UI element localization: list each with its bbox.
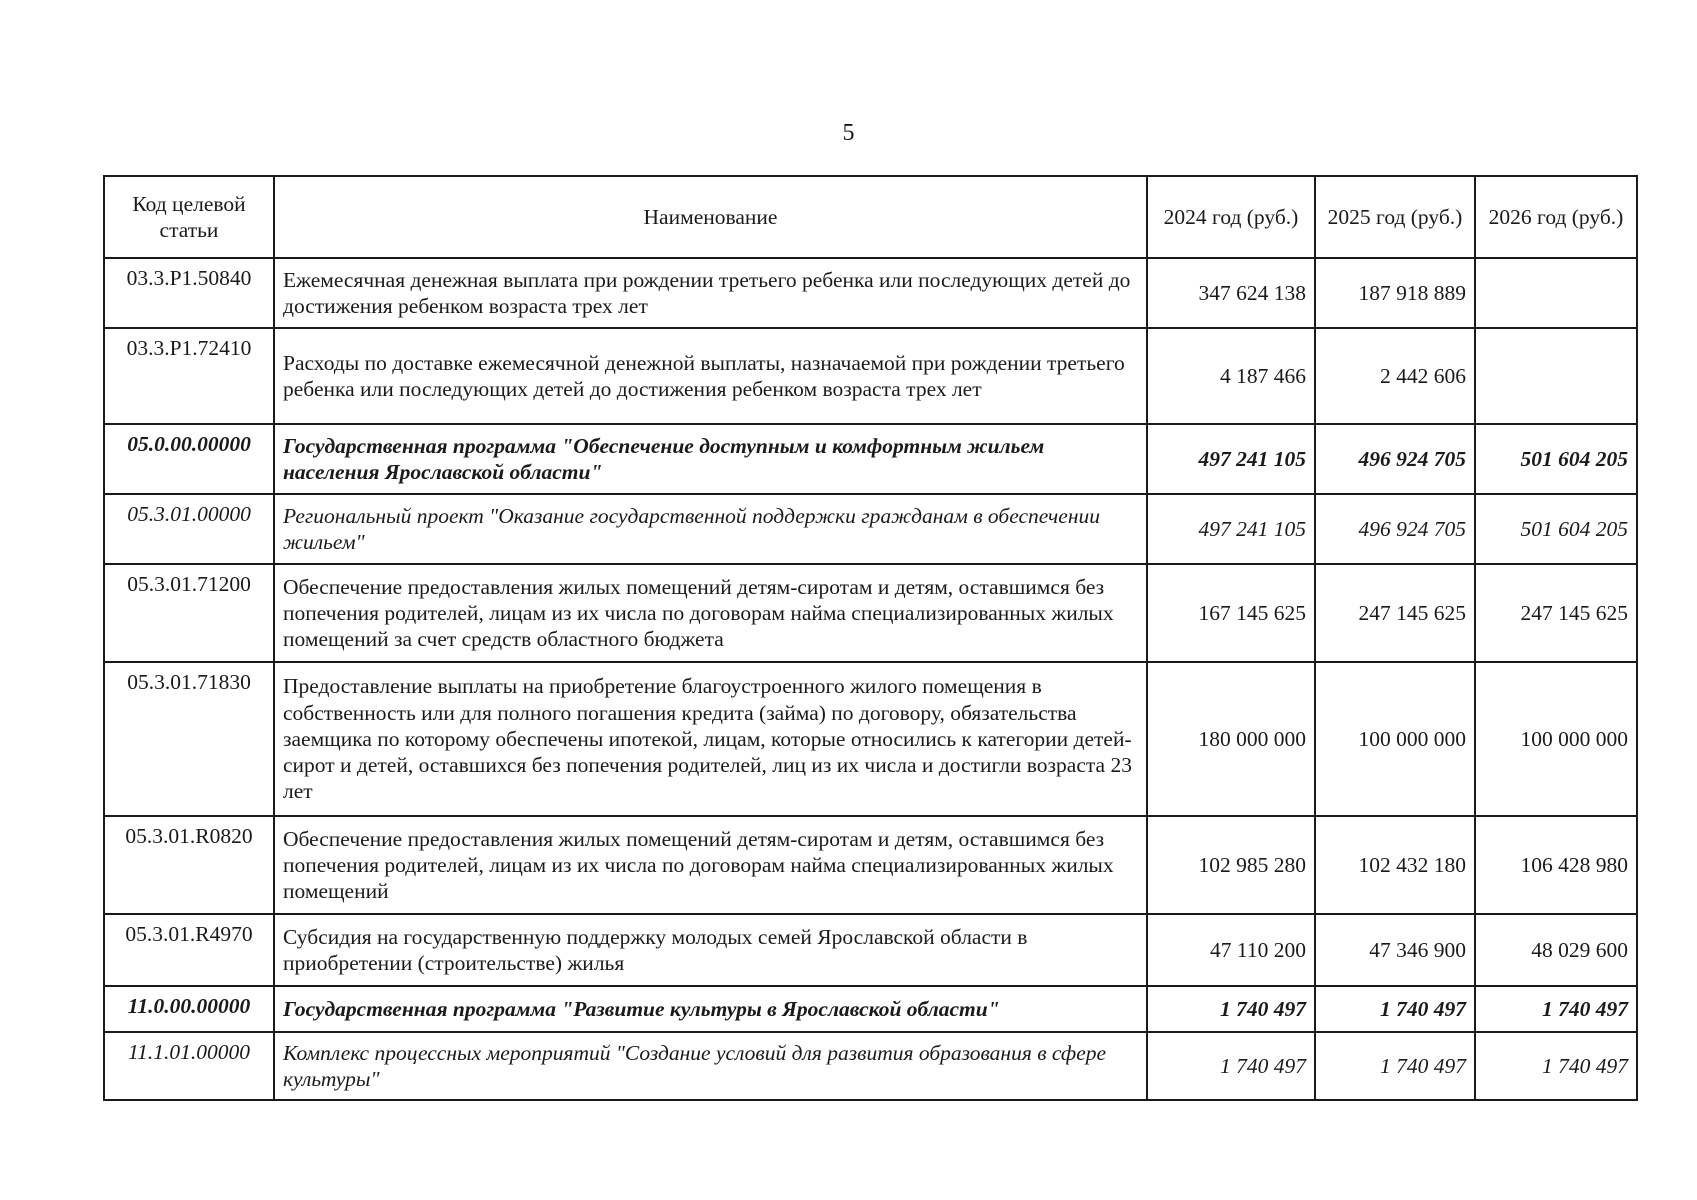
table-row [104, 258, 1637, 328]
cell-2025: 102 432 180 [1315, 816, 1475, 914]
cell-name: Государственная программа "Обеспечение доступным и комфортным жильем населения Ярославской области" [274, 424, 1147, 494]
header-name: Наименование [274, 176, 1147, 258]
cell-2025: 1 740 497 [1315, 1032, 1475, 1100]
cell-code: 03.3.Р1.50840 [104, 258, 274, 328]
cell-2024: 497 241 105 [1147, 494, 1315, 564]
cell-2025: 496 924 705 [1315, 424, 1475, 494]
cell-code: 05.0.00.00000 [104, 424, 274, 494]
cell-2026: 247 145 625 [1475, 564, 1637, 662]
cell-name: Предоставление выплаты на приобретение благоустроенного жилого помещения в собственность или для полного погашения кредита (займа) по договору, обязательства заемщика по которому обеспечены ипотекой, лицам, которые относились к категории детей-сирот и детей, оставшихся без попечения родителей, лиц из их числа и достигли возраста 23 лет [274, 662, 1147, 816]
cell-2024: 180 000 000 [1147, 662, 1315, 816]
cell-2025: 47 346 900 [1315, 914, 1475, 986]
table-row [104, 328, 1637, 424]
cell-2025: 1 740 497 [1315, 986, 1475, 1032]
cell-2025: 496 924 705 [1315, 494, 1475, 564]
cell-code: 05.3.01.R0820 [104, 816, 274, 914]
header-2024: 2024 год (руб.) [1147, 176, 1315, 258]
table-row [104, 424, 1637, 494]
cell-2025: 100 000 000 [1315, 662, 1475, 816]
cell-2026: 1 740 497 [1475, 1032, 1637, 1100]
cell-code: 11.0.00.00000 [104, 986, 274, 1032]
cell-code: 05.3.01.71830 [104, 662, 274, 816]
cell-name: Расходы по доставке ежемесячной денежной выплаты, назначаемой при рождении третьего ребенка или последующих детей до достижения ребенком возраста трех лет [274, 328, 1147, 424]
cell-2025: 187 918 889 [1315, 258, 1475, 328]
table-row [104, 914, 1637, 986]
cell-2026: 501 604 205 [1475, 424, 1637, 494]
cell-2024: 347 624 138 [1147, 258, 1315, 328]
cell-name: Обеспечение предоставления жилых помещений детям-сиротам и детям, оставшимся без попечения родителей, лицам из их числа по договорам найма специализированных жилых помещений за счет средств областного бюджета [274, 564, 1147, 662]
table-row [104, 816, 1637, 914]
cell-2024: 1 740 497 [1147, 986, 1315, 1032]
table-row [104, 662, 1637, 816]
table-row [104, 564, 1637, 662]
header-2025: 2025 год (руб.) [1315, 176, 1475, 258]
cell-2024: 1 740 497 [1147, 1032, 1315, 1100]
header-2026: 2026 год (руб.) [1475, 176, 1637, 258]
table-header-row [104, 176, 1637, 258]
cell-name: Обеспечение предоставления жилых помещений детям-сиротам и детям, оставшимся без попечения родителей, лицам из их числа по договорам найма специализированных жилых помещений [274, 816, 1147, 914]
cell-2026: 48 029 600 [1475, 914, 1637, 986]
page-number: 5 [842, 120, 855, 146]
cell-2025: 2 442 606 [1315, 328, 1475, 424]
cell-name: Государственная программа "Развитие культуры в Ярославской области" [274, 986, 1147, 1032]
cell-2026 [1475, 258, 1637, 328]
budget-table [103, 175, 1638, 1101]
cell-name: Комплекс процессных мероприятий "Создание условий для развития образования в сфере культуры" [274, 1032, 1147, 1100]
cell-2024: 497 241 105 [1147, 424, 1315, 494]
cell-2026: 1 740 497 [1475, 986, 1637, 1032]
cell-2026 [1475, 328, 1637, 424]
cell-2026: 501 604 205 [1475, 494, 1637, 564]
table-row [104, 986, 1637, 1032]
cell-code: 11.1.01.00000 [104, 1032, 274, 1100]
cell-name: Ежемесячная денежная выплата при рождении третьего ребенка или последующих детей до достижения ребенком возраста трех лет [274, 258, 1147, 328]
cell-2024: 47 110 200 [1147, 914, 1315, 986]
cell-2024: 4 187 466 [1147, 328, 1315, 424]
cell-2025: 247 145 625 [1315, 564, 1475, 662]
header-code: Код целевой статьи [104, 176, 274, 258]
cell-code: 05.3.01.71200 [104, 564, 274, 662]
cell-2024: 102 985 280 [1147, 816, 1315, 914]
cell-code: 05.3.01.R4970 [104, 914, 274, 986]
cell-code: 03.3.Р1.72410 [104, 328, 274, 424]
table-row [104, 1032, 1637, 1100]
cell-name: Региональный проект "Оказание государственной поддержки гражданам в обеспечении жильем" [274, 494, 1147, 564]
cell-code: 05.3.01.00000 [104, 494, 274, 564]
cell-2026: 100 000 000 [1475, 662, 1637, 816]
cell-name: Субсидия на государственную поддержку молодых семей Ярославской области в приобретении (строительстве) жилья [274, 914, 1147, 986]
cell-2024: 167 145 625 [1147, 564, 1315, 662]
cell-2026: 106 428 980 [1475, 816, 1637, 914]
table-row [104, 494, 1637, 564]
